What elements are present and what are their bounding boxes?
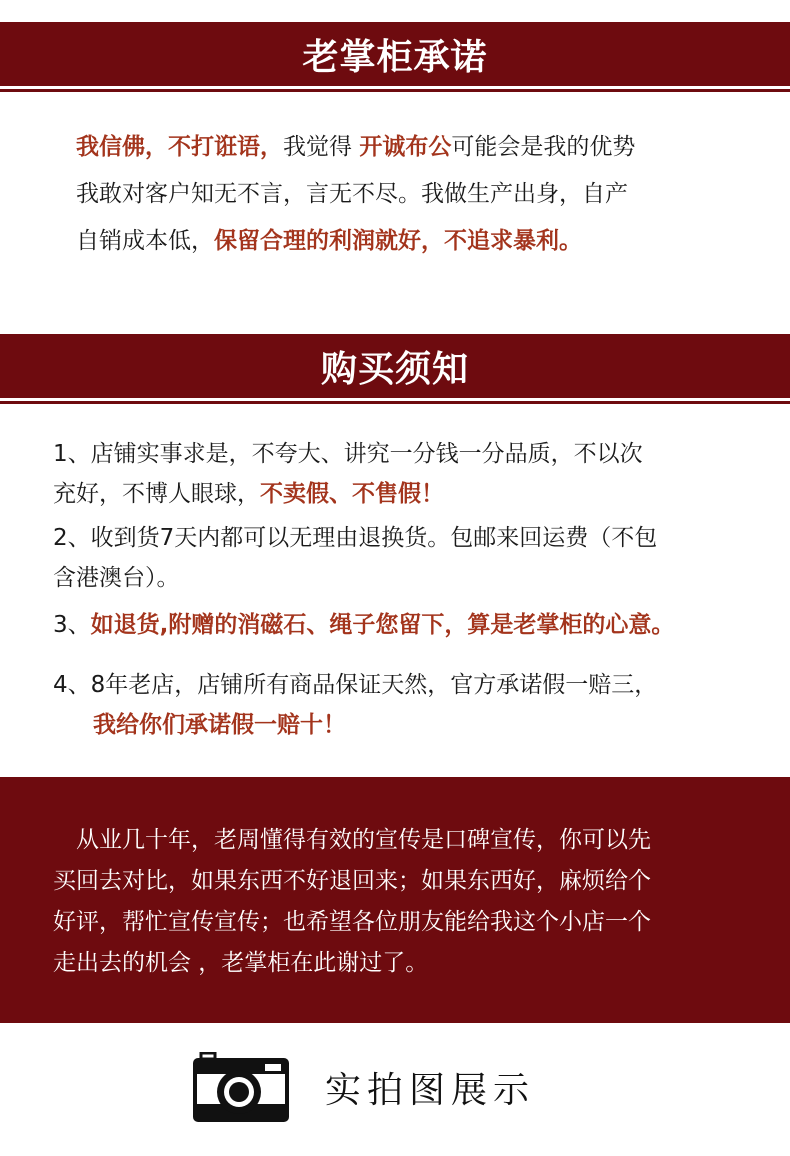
notice-item-3 xyxy=(53,605,765,645)
closing-line-3: 好评，帮忙宣传宣传；也希望各位朋友能给我这个小店一个 xyxy=(53,909,651,935)
promise-line-3 xyxy=(76,218,756,265)
notice-item-1-line-2 xyxy=(53,474,765,514)
promise-banner xyxy=(0,22,790,86)
promise-text-3a: 自销成本低， xyxy=(76,228,214,254)
closing-text xyxy=(53,820,765,984)
notice-item-1 xyxy=(53,434,765,514)
notice-banner xyxy=(0,334,790,398)
promise-highlight-1: 我信佛，不打诳语， xyxy=(76,134,283,160)
photo-section-label: 实拍图展示 xyxy=(325,1070,536,1111)
promise-highlight-2: 开诚布公 xyxy=(359,134,452,160)
promise-text xyxy=(76,124,756,265)
promise-highlight-3: 保留合理的利润就好，不追求暴利。 xyxy=(214,228,582,254)
notice-banner-underline xyxy=(0,401,790,404)
promise-banner-underline xyxy=(0,89,790,92)
notice-item-3-highlight: 如退货,附赠的消磁石、绳子您留下，算是老掌柜的心意。 xyxy=(90,612,675,638)
closing-line-2: 买回去对比，如果东西不好退回来；如果东西好，麻烦给个 xyxy=(53,868,651,894)
camera-icon xyxy=(193,1052,289,1122)
notice-item-3-number: 3、 xyxy=(53,612,91,638)
closing-line-1: 从业几十年，老周懂得有效的宣传是口碑宣传，你可以先 xyxy=(76,827,651,853)
notice-item-3-line xyxy=(53,605,765,645)
promise-line-2: 我敢对客户知无不言，言无不尽。我做生产出身，自产 xyxy=(76,181,628,207)
notice-item-2-line-2: 含港澳台）。 xyxy=(53,565,180,591)
promise-text-1b: 我觉得 xyxy=(283,134,360,160)
notice-item-4-highlight: 我给你们承诺假一赔十！ xyxy=(93,712,346,738)
notice-item-1-highlight: 不卖假、不售假！ xyxy=(260,481,444,507)
promise-text-1d: 可能会是我的优势 xyxy=(451,134,636,160)
promise-line-1 xyxy=(76,124,756,171)
promise-title: 老掌柜承诺 xyxy=(302,36,488,78)
notice-item-1-line-1: 1、店铺实事求是，不夸大、讲究一分钱一分品质，不以次 xyxy=(53,441,643,467)
notice-item-4 xyxy=(53,665,765,745)
notice-item-2 xyxy=(53,518,765,598)
notice-item-2-line-1: 2、收到货7天内都可以无理由退换货。包邮来回运费（不包 xyxy=(53,525,658,551)
notice-item-1-text: 充好，不博人眼球， xyxy=(53,481,260,507)
notice-item-4-line-1: 4、8年老店，店铺所有商品保证天然，官方承诺假一赔三， xyxy=(53,672,658,698)
notice-title: 购买须知 xyxy=(320,348,469,390)
closing-line-4: 走出去的机会 ，老掌柜在此谢过了。 xyxy=(53,950,429,976)
